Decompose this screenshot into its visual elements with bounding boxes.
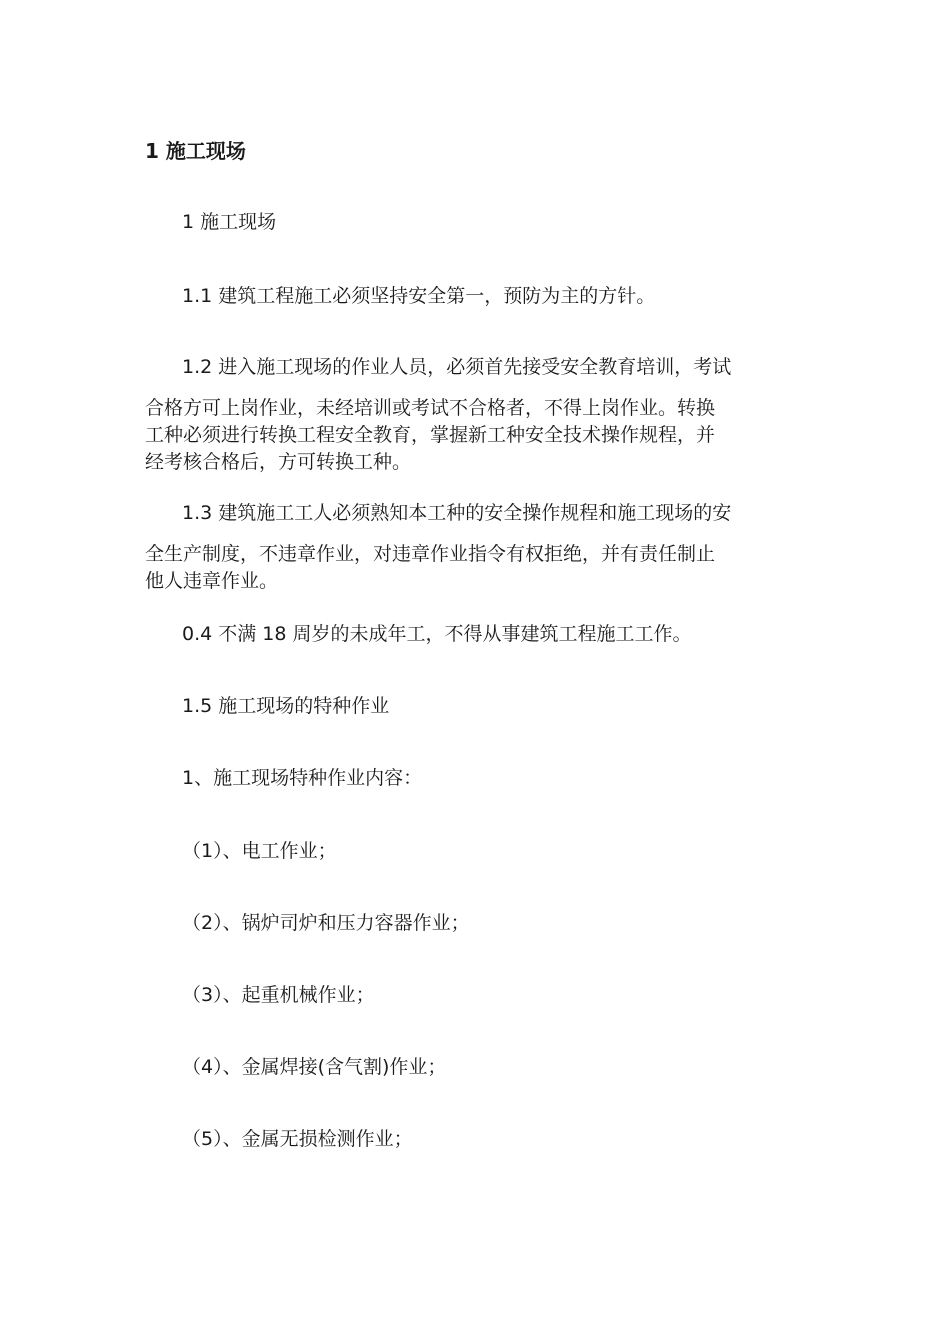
item-1-2-line-4: 经考核合格后，方可转换工种。 — [145, 451, 412, 473]
item-1-2-line-1: 1.2 进入施工现场的作业人员，必须首先接受安全教育培训，考试 — [182, 356, 732, 378]
list-intro: 1、施工现场特种作业内容： — [182, 767, 423, 789]
list-item: （5）、金属无损检测作业； — [182, 1128, 413, 1150]
item-1-2-line-2: 合格方可上岗作业，未经培训或考试不合格者，不得上岗作业。转换 — [145, 397, 716, 419]
item-1-3-line-2: 全生产制度，不违章作业，对违章作业指令有权拒绝，并有责任制止 — [145, 543, 716, 565]
list-item: （1）、电工作业； — [182, 840, 337, 862]
list-item: （3）、起重机械作业； — [182, 984, 375, 1006]
section-heading: 1 施工现场 — [182, 211, 277, 233]
item-1-2-paragraph — [145, 354, 805, 476]
item-1-1: 1.1 建筑工程施工必须坚持安全第一，预防为主的方针。 — [182, 285, 656, 307]
item-0-4: 0.4 不满 18 周岁的未成年工，不得从事建筑工程施工工作。 — [182, 623, 692, 645]
list-item: （2）、锅炉司炉和压力容器作业； — [182, 912, 470, 934]
document-title: 1 施工现场 — [145, 139, 246, 163]
list-item: （4）、金属焊接(含气割)作业； — [182, 1056, 447, 1078]
item-1-3-line-3: 他人违章作业。 — [145, 570, 279, 592]
item-1-2-line-3: 工种必须进行转换工程安全教育，掌握新工种安全技术操作规程，并 — [145, 424, 716, 446]
item-1-3-line-1: 1.3 建筑施工工人必须熟知本工种的安全操作规程和施工现场的安 — [182, 502, 732, 524]
item-1-5: 1.5 施工现场的特种作业 — [182, 695, 390, 717]
item-1-3-paragraph — [145, 500, 805, 595]
